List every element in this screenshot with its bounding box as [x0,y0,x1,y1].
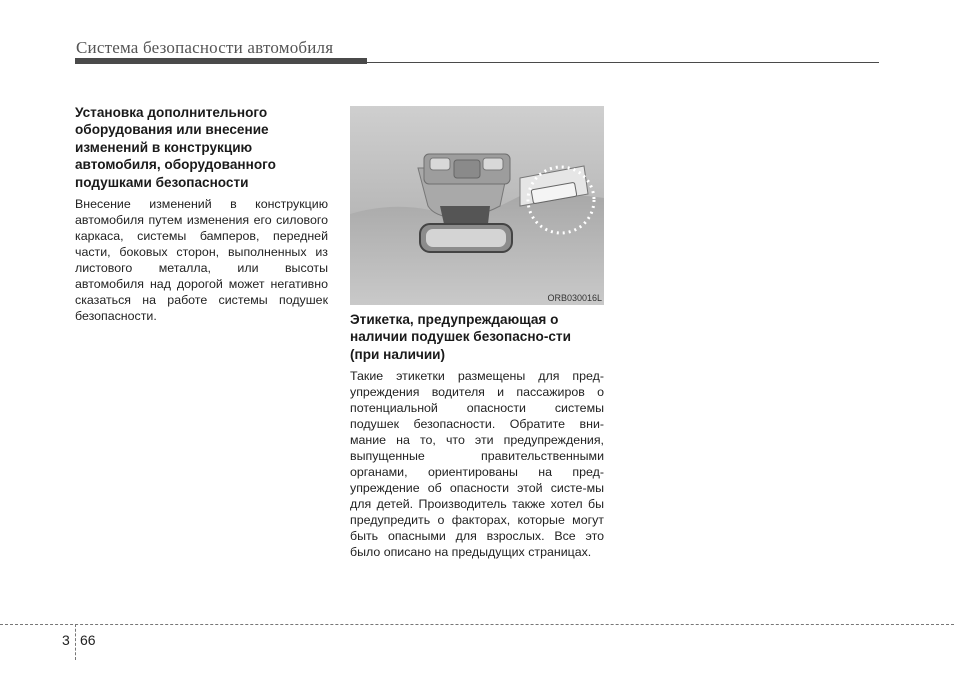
right-column [350,106,604,560]
page-number: 66 [80,632,96,648]
section-heading-modifications: Установка дополнительного оборудования или внесение изменений в конструкцию автомобиля, оборудованного подушками безопасности [75,105,276,190]
paragraph-modifications: Внесение изменений в конструкцию автомобиля путем изменения его силового каркаса, системы бамперов, передней части, боковых сторон, выполненных из листового металла, или высоты автомобиля над дорогой может негативно сказаться на работе системы подушек безопасности. [75,197,328,324]
left-column [75,104,328,324]
footer-divider [75,624,76,660]
airbag-label-illustration [350,106,604,305]
section-heading-warning-label: Этикетка, предупреждающая о наличии подушек безопасно-сти (при наличии) [350,312,571,362]
section-header-title: Система безопасности автомобиля [76,38,334,57]
figure-airbag-label [350,106,604,305]
figure-code: ORB030016L [547,293,602,303]
chapter-number: 3 [62,632,70,648]
paragraph-warning-label: Такие этикетки размещены для пред-упреждения водителя и пассажиров о потенциальной опасности системы подушек безопасности. Обратите вни-мание на то, что эти предупреждения, выпущенные правительственными органами, ориентированы на пред-упреждение об опасности этой систе-мы для детей. Производитель также хотел бы предупредить о факторах, которые могут быть опасными для взрослых. Все это было описано на предыдущих страницах. [350,369,604,560]
header-rule [367,62,879,63]
footer-rule [0,624,954,625]
header-bar [75,58,367,64]
